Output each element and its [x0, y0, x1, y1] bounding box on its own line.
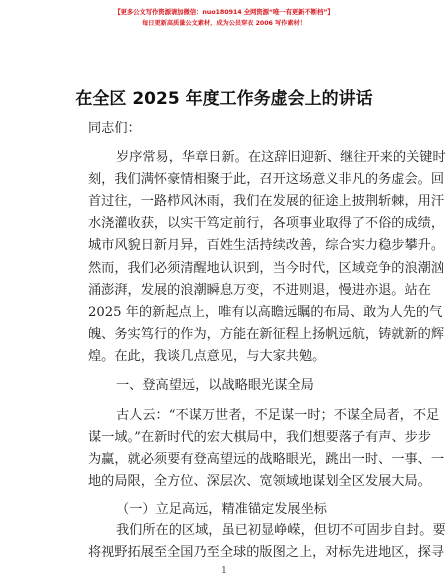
document-title: 在全区 2025 年度工作务虚会上的讲话: [75, 89, 373, 109]
paragraph-line: 城市风貌日新月异，百姓生活持续改善，综合实力稳步攀升。: [88, 238, 445, 253]
salutation: 同志们：: [88, 121, 141, 136]
paragraph-line: 古人云：“不谋万世者，不足谋一时；不谋全局者，不足: [116, 408, 440, 423]
paragraph-line: 将视野拓展至全国乃至全球的版图之上，对标先进地区，探寻: [88, 545, 445, 560]
paragraph-line: 2025 年的新起点上，唯有以高瞻远瞩的布局、敢为人先的气: [88, 305, 443, 320]
paragraph-line: 魄、务实笃行的作为，方能在新征程上扬帆远航，铸就新的辉: [88, 327, 445, 342]
promo-banner-line-1: 【更多公文写作资源请加微信：nuo180914 全网资源“唯一有更新不断档”】: [114, 8, 334, 16]
paragraph-line: 地的局限，全方位、深层次、宽领域地谋划全区发展大局。: [88, 474, 431, 489]
paragraph-line: 刻，我们满怀豪情相聚于此，召开这场意义非凡的务虚会。回: [88, 172, 445, 187]
paragraph-line: 煌。在此，我谈几点意见，与大家共勉。: [88, 349, 326, 364]
paragraph-line: 首过往，一路栉风沐雨，我们在发展的征途上披荆斩棘，用汗: [88, 194, 445, 209]
paragraph-line: 然而，我们必须清醒地认识到，当今时代，区域竞争的浪潮汹: [88, 261, 445, 276]
paragraph-line: 谋一域。”在新时代的宏大棋局中，我们想要落子有声、步步: [88, 430, 432, 445]
paragraph-line: 我们所在的区域，虽已初显峥嵘，但切不可固步自封。要: [116, 523, 446, 538]
paragraph-line: 为赢，就必须要有登高望远的战略眼光，跳出一时、一事、一: [88, 452, 445, 467]
promo-banner-line-2: 每日更新高质量公文素材，成为公员穿衣 2006 写作素材！: [142, 20, 306, 27]
page-number: 1: [221, 566, 227, 576]
paragraph-line: 岁序常易，华章日新。在这辞旧迎新、继往开来的关键时: [116, 150, 446, 165]
promo-banner: [0, 6, 448, 30]
subsection-heading: （一）立足高远，精准锚定发展坐标: [116, 502, 327, 517]
paragraph-line: 涌澎湃，发展的浪潮瞬息万变，不进则退，慢进亦退。站在: [88, 283, 431, 298]
paragraph-line: 水浇灌收获，以实干笃定前行，各项事业取得了不俗的成绩，: [88, 216, 445, 231]
section-heading: 一、登高望远，以战略眼光谋全局: [116, 378, 314, 393]
